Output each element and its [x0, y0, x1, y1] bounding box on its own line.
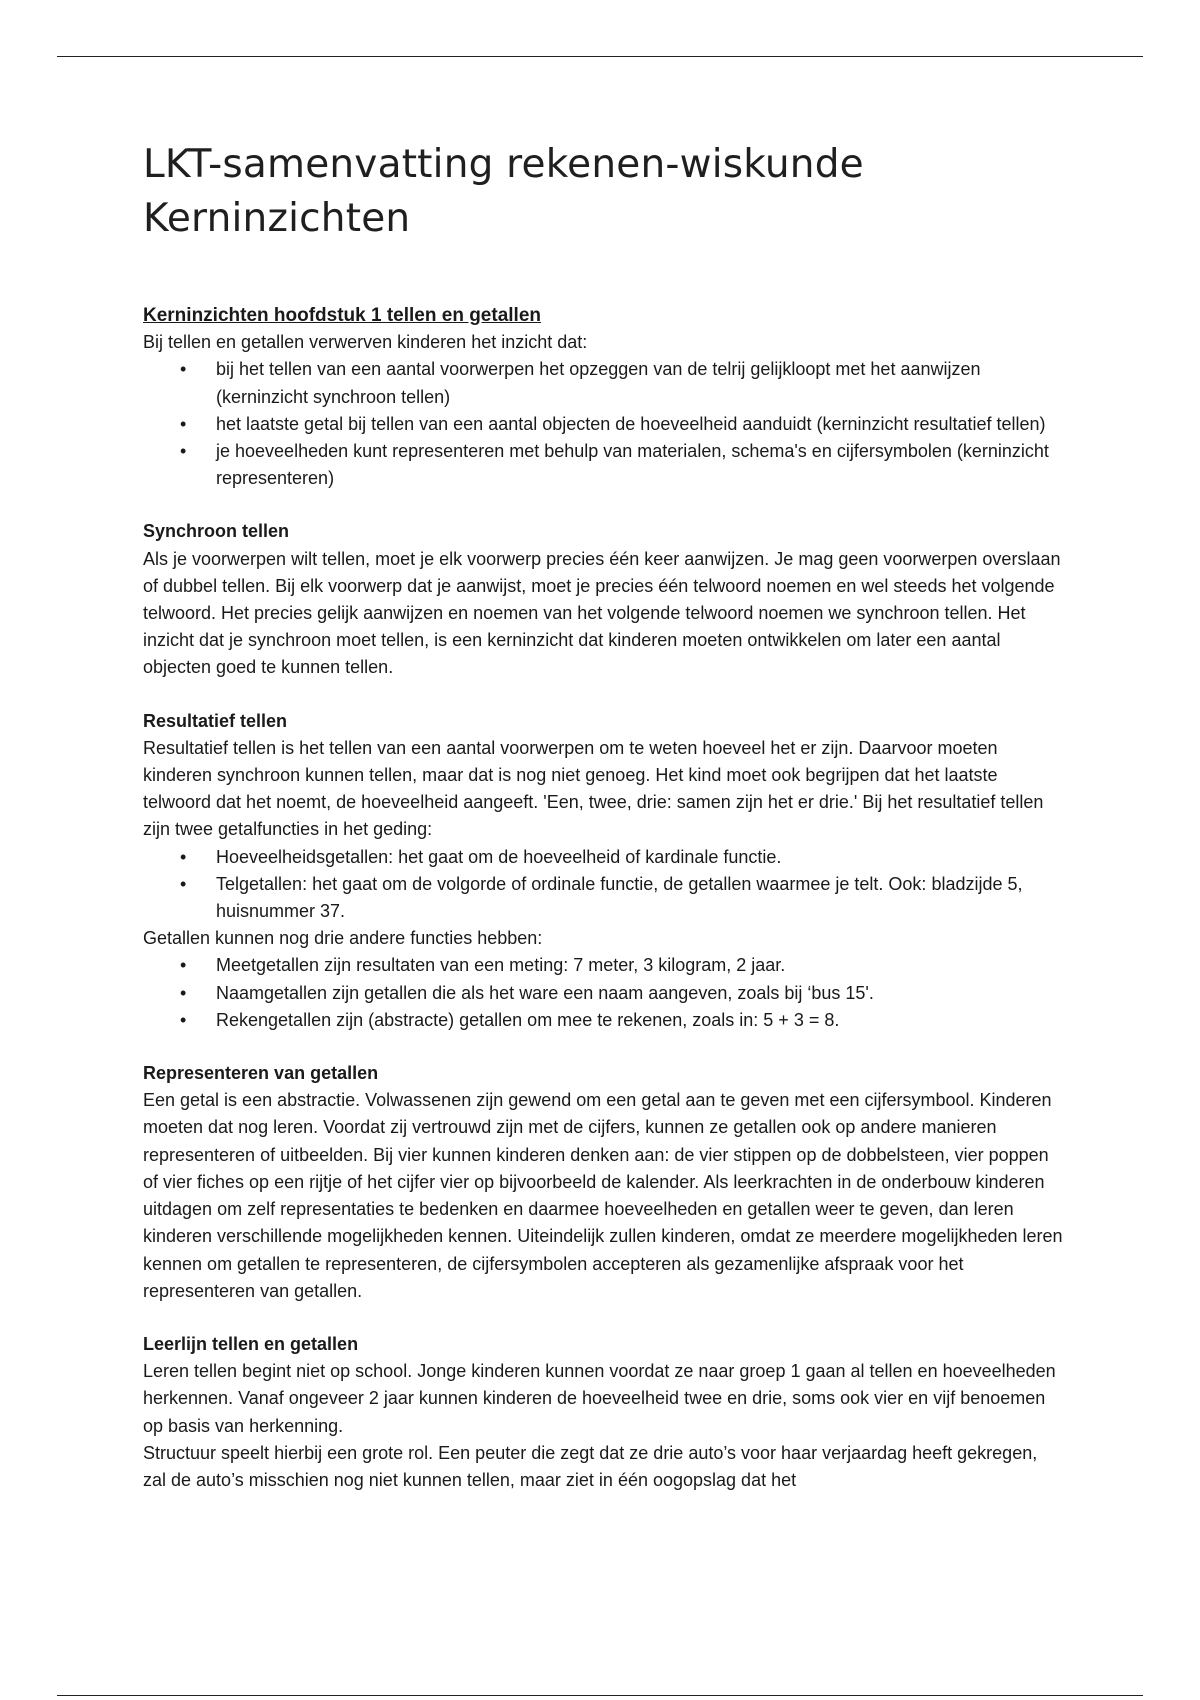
- document-content: [143, 302, 1063, 1494]
- section-representeren: [143, 1060, 1063, 1305]
- section-body: Een getal is een abstractie. Volwassenen zijn gewend om een getal aan te geven met een cijfersymbool. Kinderen moeten dat nog leren. Voordat zij vertrouwd zijn met de cijfers, kunnen ze getallen ook op andere manieren representeren of uitbeelden. Bij vier kunnen kinderen denken aan: de vier stippen op de dobbelsteen, vier poppen of vier fiches op een rijtje of het cijfer vier op bijvoorbeeld de kalender. Als leerkrachten in de onderbouw kinderen uitdagen om zelf representaties te bedenken en daarmee hoeveelheden en getallen weer te geven, dan leren kinderen verschillende mogelijkheden kennen. Uiteindelijk zullen kinderen, omdat ze meerdere mogelijkheden leren kennen om getallen te representeren, de cijfersymbolen accepteren als gezamenlijke afspraak voor het representeren van getallen.: [143, 1090, 1063, 1301]
- section-body: Resultatief tellen is het tellen van een aantal voorwerpen om te weten hoeveel het er zijn. Daarvoor moeten kinderen synchroon kunnen tellen, maar dat is nog niet genoeg. Het kind moet ook begrijpen dat het laatste telwoord dat het noemt, de hoeveelheid aangeeft. 'Een, twee, drie: samen zijn het er drie.' Bij het resultatief tellen zijn twee getalfuncties in het geding:: [143, 737, 1044, 840]
- list-item: • Telgetallen: het gaat om de volgorde of ordinale functie, de getallen waarmee je telt. Ook: bladzijde 5, huisnummer 37.: [143, 871, 1063, 925]
- bottom-rule: [57, 1695, 1143, 1696]
- top-rule: [57, 56, 1143, 57]
- section-heading: Representeren van getallen: [143, 1063, 379, 1084]
- document-page: [143, 138, 1063, 1520]
- section-body: Leren tellen begint niet op school. Jonge kinderen kunnen voordat ze naar groep 1 gaan al tellen en hoeveelheden herkennen. Vanaf ongeveer 2 jaar kunnen kinderen de hoeveelheid twee en drie, soms ook vier en vijf benoemen op basis van herkenning.: [143, 1361, 1056, 1436]
- list-item: • je hoeveelheden kunt representeren met behulp van materialen, schema's en cijfersymbolen (kerninzicht representeren): [143, 438, 1063, 492]
- list-item: • Hoeveelheidsgetallen: het gaat om de hoeveelheid of kardinale functie.: [143, 844, 1063, 871]
- section-body: Als je voorwerpen wilt tellen, moet je elk voorwerp precies één keer aanwijzen. Je mag geen voorwerpen overslaan of dubbel tellen. Bij elk voorwerp dat je aanwijst, moet je precies één telwoord noemen en wel steeds het volgende telwoord. Het precies gelijk aanwijzen en noemen van het volgende telwoord noemen we synchroon tellen. Het inzicht dat je synchroon moet tellen, is een kerninzicht dat kinderen moeten ontwikkelen om later een aantal objecten goed te kunnen tellen.: [143, 548, 1061, 678]
- section-body-2: Getallen kunnen nog drie andere functies hebben:: [143, 928, 543, 949]
- title-line-1: LKT-samenvatting rekenen-wiskunde: [143, 142, 864, 187]
- section-heading: Kerninzichten hoofdstuk 1 tellen en getallen: [143, 305, 541, 326]
- section-heading: Leerlijn tellen en getallen: [143, 1333, 359, 1354]
- list-item: • Naamgetallen zijn getallen die als het ware een naam aangeven, zoals bij ‘bus 15'.: [143, 980, 1063, 1007]
- section-intro: Bij tellen en getallen verwerven kinderen het inzicht dat:: [143, 332, 588, 353]
- section-resultatief-tellen: [143, 708, 1063, 1034]
- section-body-2: Structuur speelt hierbij een grote rol. Een peuter die zegt dat ze drie auto’s voor haar verjaardag heeft gekregen, zal de auto’s misschien nog niet kunnen tellen, maar ziet in één oogopslag dat het: [143, 1442, 1038, 1490]
- bullet-list: [143, 844, 1063, 926]
- section-synchroon-tellen: [143, 518, 1063, 681]
- section-leerlijn: [143, 1331, 1063, 1494]
- document-title: [143, 138, 1063, 246]
- title-line-2: Kerninzichten: [143, 196, 411, 241]
- list-item: • Meetgetallen zijn resultaten van een meting: 7 meter, 3 kilogram, 2 jaar.: [143, 952, 1063, 979]
- section-kerninzichten: [143, 302, 1063, 492]
- bullet-list: [143, 356, 1063, 492]
- section-heading: Resultatief tellen: [143, 710, 288, 731]
- bullet-list-2: [143, 952, 1063, 1034]
- list-item: • bij het tellen van een aantal voorwerpen het opzeggen van de telrij gelijkloopt met het aanwijzen (kerninzicht synchroon tellen): [143, 356, 1063, 410]
- list-item: • Rekengetallen zijn (abstracte) getallen om mee te rekenen, zoals in: 5 + 3 = 8.: [143, 1007, 1063, 1034]
- list-item: • het laatste getal bij tellen van een aantal objecten de hoeveelheid aanduidt (kerninzicht resultatief tellen): [143, 411, 1063, 438]
- section-heading: Synchroon tellen: [143, 521, 290, 542]
